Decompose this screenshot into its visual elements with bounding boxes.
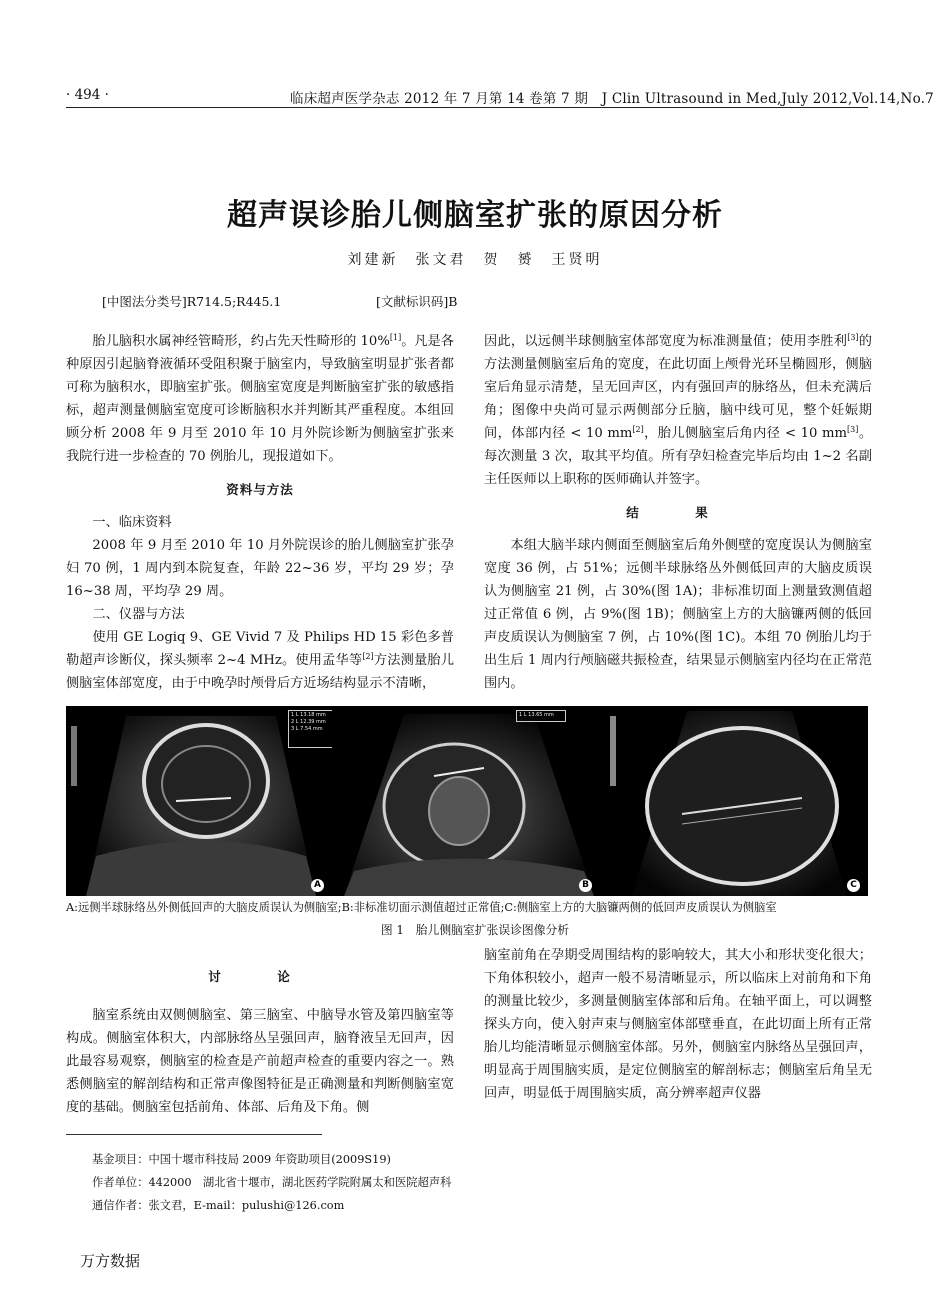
method-continued-paragraph: 因此，以远侧半球侧脑室体部宽度为标准测量值；使用李胜利[3]的方法测量侧脑室后角的宽度，在此切面上颅骨光环呈椭圆形，侧脑室后角显示清楚，呈无回声区，内有强回声的脉络丛，但未充满后角；图像中央尚可显示两侧部分丘脑，脑中线可见，整个妊娠期间，体部内径 < 10 mm[2]，胎儿侧脑室后角内径 < 10 mm[3]。每次测量 3 次，取其平均值。所有孕妇检查完毕后均由 1~2 名副主任医师以上职称的医师确认并签字。 xyxy=(484,333,873,487)
clc-number: [中图法分类号]R714.5;R445.1 xyxy=(102,294,282,309)
ultrasound-image-b xyxy=(334,706,600,896)
wanfang-watermark: 万方数据 xyxy=(80,1252,141,1270)
column-right-bottom xyxy=(484,944,872,1105)
ultrasound-panel-c xyxy=(602,706,868,896)
ultrasound-figure xyxy=(66,706,868,896)
ultrasound-panel-b xyxy=(334,706,600,896)
ref-2b: [2] xyxy=(632,425,644,434)
column-left-top xyxy=(66,330,454,695)
ref-3b: [3] xyxy=(847,425,859,434)
panel-label-a: A xyxy=(311,879,324,892)
clinical-paragraph: 2008 年 9 月至 2010 年 10 月外院误诊的胎儿侧脑室扩张孕妇 70 例，1 周内到本院复查，年龄 22~36 岁，平均 29 岁；孕 16~38 周，平均孕 29 周。 xyxy=(66,538,454,599)
discussion-paragraph-2: 脑室前角在孕期受周围结构的影响较大，其大小和形状变化很大；下角体积较小，超声一般不易清晰显示，所以临床上对前角和下角的测量比较少，多测量侧脑室体部和后角。在轴平面上，可以调整探头方向，使入射声束与侧脑室体部壁垂直，在此切面上所有正常胎儿均能清晰显示侧脑室体部。另外，侧脑室内脉络丛呈强回声，明显高于周围脑实质，是定位侧脑室的解剖标志；侧脑室后角呈无回声，明显低于周围脑实质，高分辨率超声仪器 xyxy=(484,948,872,1101)
measurement-box-b: 1 L 13.65 mm xyxy=(516,710,566,722)
results-heading: 结 果 xyxy=(626,505,730,520)
results-paragraph: 本组大脑半球内侧面至侧脑室后角外侧壁的宽度误认为侧脑室宽度 36 例，占 51%；远侧半球脉络丛外侧低回声的大脑皮质误认为侧脑室 21 例，占 30%(图 1A)；非标准切面上测量致测值超过正常值 6 例，占 9%(图 1B)；侧脑室上方的大脑镰两侧的低回声皮质误认为侧脑室 7 例，占 10%(图 1C)。本组 70 例胎儿均于出生后 1 周内行颅脑磁共振检查，结果显示侧脑室内径均在正常范围内。 xyxy=(484,538,872,691)
footnote-rule xyxy=(66,1134,322,1135)
journal-header: 临床超声医学杂志 2012 年 7 月第 14 卷第 7 期 J Clin Ultrasound in Med,July 2012,Vol.14,No.7 xyxy=(290,91,934,107)
figure-caption: A:远侧半球脉络丛外侧低回声的大脑皮质误认为侧脑室;B:非标准切面示测值超过正常值;C:侧脑室上方的大脑镰两侧的低回声皮质误认为侧脑室 xyxy=(66,901,777,914)
ultrasound-image-c xyxy=(602,706,868,896)
ref-3: [3] xyxy=(847,333,859,342)
methods-heading: 资料与方法 xyxy=(226,482,294,497)
subheading-instruments: 二、仪器与方法 xyxy=(92,607,185,622)
page-number: · 494 · xyxy=(66,87,109,103)
footnote-affiliation: 作者单位：442000 湖北省十堰市，湖北医药学院附属太和医院超声科 xyxy=(92,1176,452,1189)
figure-title: 图 1 胎儿侧脑室扩张误诊图像分析 xyxy=(380,923,570,937)
method-paragraph: 使用 GE Logiq 9、GE Vivid 7 及 Philips HD 15 彩色多普勒超声诊断仪，探头频率 2~4 MHz。使用孟华等[2]方法测量胎儿侧脑室体部宽度，由于中晚孕时颅骨后方近场结构显示不清晰， xyxy=(66,630,455,691)
discussion-heading: 讨 论 xyxy=(208,969,312,984)
ref-1: [1] xyxy=(389,333,402,342)
header-rule xyxy=(66,107,868,108)
authors: 刘建新 张文君 贺 赟 王贤明 xyxy=(347,252,603,268)
intro-paragraph: 胎儿脑积水属神经管畸形，约占先天性畸形的 10%[1]。凡是各种原因引起脑脊液循环受阻积聚于脑室内，导致脑室明显扩张者都可称为脑积水，即脑室扩张。侧脑室宽度是判断脑室扩张的敏感指标，超声测量侧脑室宽度可诊断脑积水并判断其严重程度。本组回顾分析 2008 年 9 月至 2010 年 10 月外院诊断为侧脑室扩张来我院行进一步检查的 70 例胎儿，现报道如下。 xyxy=(66,333,454,464)
footnote-fund: 基金项目：中国十堰市科技局 2009 年资助项目(2009S19) xyxy=(92,1153,391,1166)
column-right-top xyxy=(484,330,872,695)
discussion-paragraph-1: 脑室系统由双侧侧脑室、第三脑室、中脑导水管及第四脑室等构成。侧脑室体积大，内部脉络丛呈强回声，脑脊液呈无回声，因此最容易观察，侧脑室的检查是产前超声检查的重要内容之一。熟悉侧脑室的解剖结构和正常声像图特征是正确测量和判断侧脑室宽度的基础。侧脑室包括前角、体部、后角及下角。侧 xyxy=(66,1008,454,1115)
article-title: 超声误诊胎儿侧脑室扩张的原因分析 xyxy=(227,198,723,233)
ref-2: [2] xyxy=(362,652,374,661)
footnote-correspondence: 通信作者：张文君，E-mail：pulushi@126.com xyxy=(92,1199,345,1212)
panel-label-c: C xyxy=(847,879,860,892)
measurement-box-a: 1 L 13.18 mm 2 L 12.39 mm 3 L 7.54 mm xyxy=(288,710,332,748)
panel-label-b: B xyxy=(579,879,592,892)
ultrasound-panel-a xyxy=(66,706,332,896)
document-code: [文献标识码]B xyxy=(376,294,458,309)
subheading-clinical: 一、临床资料 xyxy=(92,515,172,530)
column-left-bottom xyxy=(66,955,454,1119)
